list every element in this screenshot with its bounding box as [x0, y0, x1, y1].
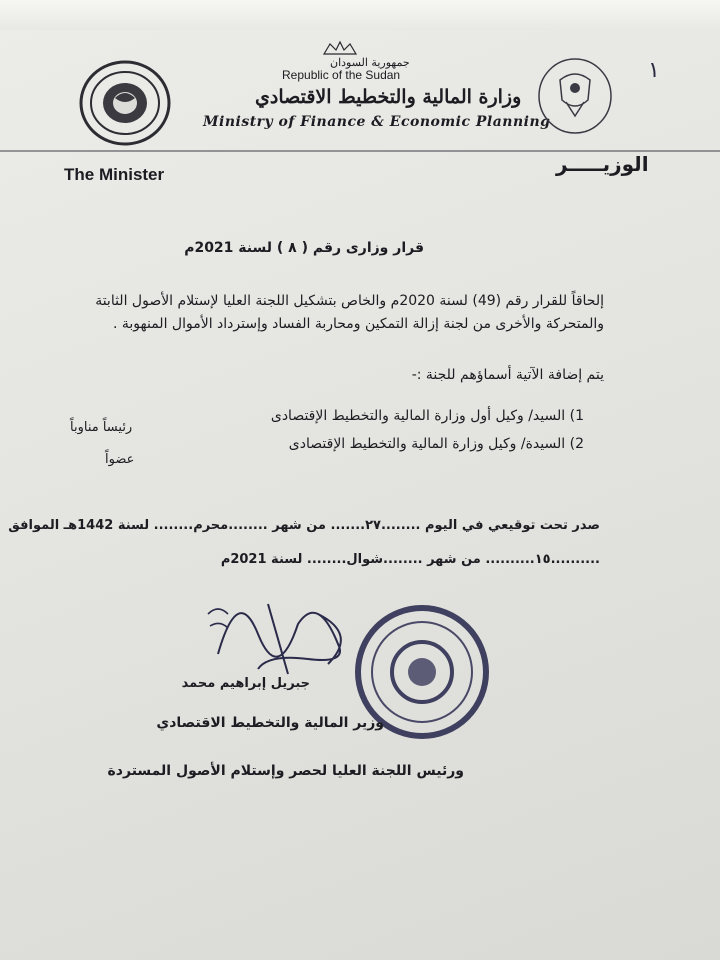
signatory-name: جبريل إبراهيم محمد: [181, 676, 310, 691]
emblem-seal-icon: [536, 56, 614, 136]
signatory-committee-title: ورئيس اللجنة العليا لحصر وإستلام الأصول المستردة: [107, 763, 464, 779]
page-fold: [0, 0, 720, 30]
signatory-title: وزير المالية والتخطيط الاقتصادي: [156, 715, 384, 731]
country-name-ar: جمهورية السودان: [330, 56, 410, 69]
member-item: 2) السيدة/ وكيل وزارة المالية والتخطيط الإقتصادى: [288, 436, 584, 452]
member-item: 1) السيد/ وكيل أول وزارة المالية والتخطيط الإقتصادى: [270, 408, 584, 424]
issued-date-line: صدر تحت توقيعي في اليوم ........٢٧....... من شهر ........محرم........ لسنة 1442هـ الموافق: [8, 518, 600, 533]
minister-label-en: The Minister: [64, 165, 165, 184]
crest-icon: [320, 40, 360, 56]
member-role: رئيساً مناوباً: [70, 420, 133, 435]
decree-paragraph-line: إلحاقاً للقرار رقم (49) لسنة 2020م والخاص بتشكيل اللجنة العليا لإستلام الأصول الثابتة: [95, 293, 604, 309]
handwritten-mark: ‏١: [648, 58, 660, 83]
decree-paragraph-line: يتم إضافة الآتية أسماؤهم للجنة :-: [411, 367, 604, 383]
decree-title: قرار وزارى رقم ( ٨ ) لسنة 2021م: [184, 240, 424, 256]
minister-label-ar: الوزيـــــر: [556, 152, 649, 176]
member-role: عضواً: [105, 452, 135, 467]
ministry-logo-icon: [77, 58, 173, 148]
issued-date-line-2: ..........١٥.......... من شهر ........شوال........ لسنة 2021م: [220, 552, 600, 567]
ministry-name-ar: وزارة المالية والتخطيط الاقتصادي: [255, 86, 522, 108]
decree-paragraph-line: والمتحركة والأخرى من لجنة إزالة التمكين ومحاربة الفساد وإسترداد الأموال المنهوبة .: [113, 316, 604, 332]
ministry-name-en: Ministry of Finance & Economic Planning: [203, 114, 551, 130]
country-name-en: Republic of the Sudan: [282, 68, 401, 82]
